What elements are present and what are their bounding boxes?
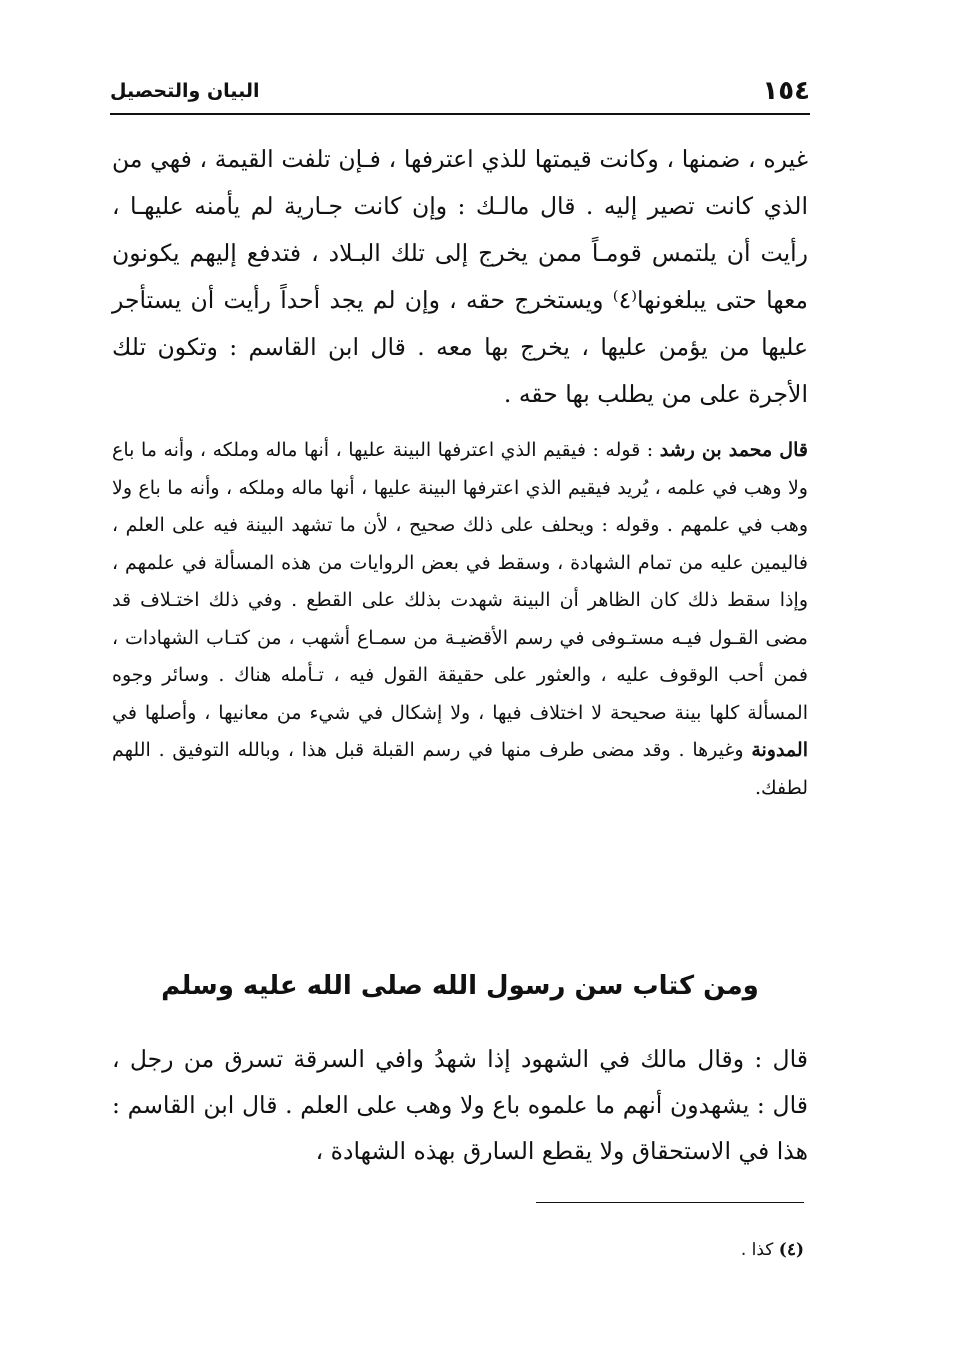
- body-paragraph-1: غيره ، ضمنها ، وكانت قيمتها للذي اعترفها ، فـإن تلفت القيمة ، فهي من الذي كانت تصير إليه . قال مالـك : وإن كانت جـارية لم يأمنه عليهـا ، رأيت أن يلتمس قومـاً ممن يخرج إلى تلك البـلاد ، فتدفع إليهم يكونون معها حتى يبلغونها⁽٤⁾ ويستخرج حقه ، وإن لم يجد أحداً رأيت أن يستأجر عليها من يؤمن عليها ، يخرج بها معه . قال ابن القاسم : وتكون تلك الأجرة على من يطلب بها حقه .: [112, 145, 809, 408]
- commentary-emphasis: المدونة: [751, 739, 808, 761]
- page-number: ١٥٤: [762, 76, 810, 106]
- commentary-text-end: وغيرها . وقد مضى طرف منها في رسم القبلة قبل هذا ، وبالله التوفيق . اللهم لطفك.: [112, 739, 808, 799]
- running-title: البيان والتحصيل: [110, 80, 260, 102]
- section-heading: ومن كتاب سن رسول الله صلى الله عليه وسلم: [161, 971, 759, 1001]
- body-paragraph-2: قال : وقال مالك في الشهود إذا شهدُ وافي السرقة تسرق من رجل ، قال : يشهدون أنهم ما علموه باع ولا وهب على العلم . قال ابن القاسم : هذا في الاستحقاق ولا يقطع السارق بهذه الشهادة ،: [112, 1045, 808, 1165]
- page-header: [110, 70, 810, 110]
- footnote-marker: (٤): [778, 1240, 804, 1260]
- footnote-divider: [536, 1202, 804, 1203]
- commentary-text: : قوله : فيقيم الذي اعترفها البينة عليها ، أنها ماله وملكه ، وأنه ما باع ولا وهب في علمه ، يُريد فيقيم الذي اعترفها البينة عليها ، أنها ماله وملكه ، وأنه ما باع ولا وهب في علمهم . وقوله : ويحلف على ذلك صحيح ، لأن ما تشهد البينة فيه على العلم ، فاليمين عليه من تمام الشهادة ، وسقط في بعض الروايات من هذه المسألة في علمهم ، وإذا سقط ذلك كان الظاهر أن البينة شهدت بذلك على القطع . وفي ذلك اختـلاف قد مضى القـول فيـه مستـوفى في رسم الأقضيـة من سمـاع أشهب ، من كتـاب الشهادات ، فمن أحب الوقوف عليه ، والعثور على حقيقة القول فيه ، تـأمله هناك . وسائر وجوه المسألة كلها بينة صحيحة لا اختلاف فيها ، ولا إشكال في شيء من معانيها ، وأصلها في: [112, 439, 808, 724]
- footnote: [536, 1236, 804, 1264]
- header-divider: [110, 113, 810, 115]
- commentary-author: قال محمد بن رشد: [659, 439, 808, 461]
- footnote-text: كذا .: [740, 1240, 779, 1260]
- commentary-paragraph: [112, 432, 808, 807]
